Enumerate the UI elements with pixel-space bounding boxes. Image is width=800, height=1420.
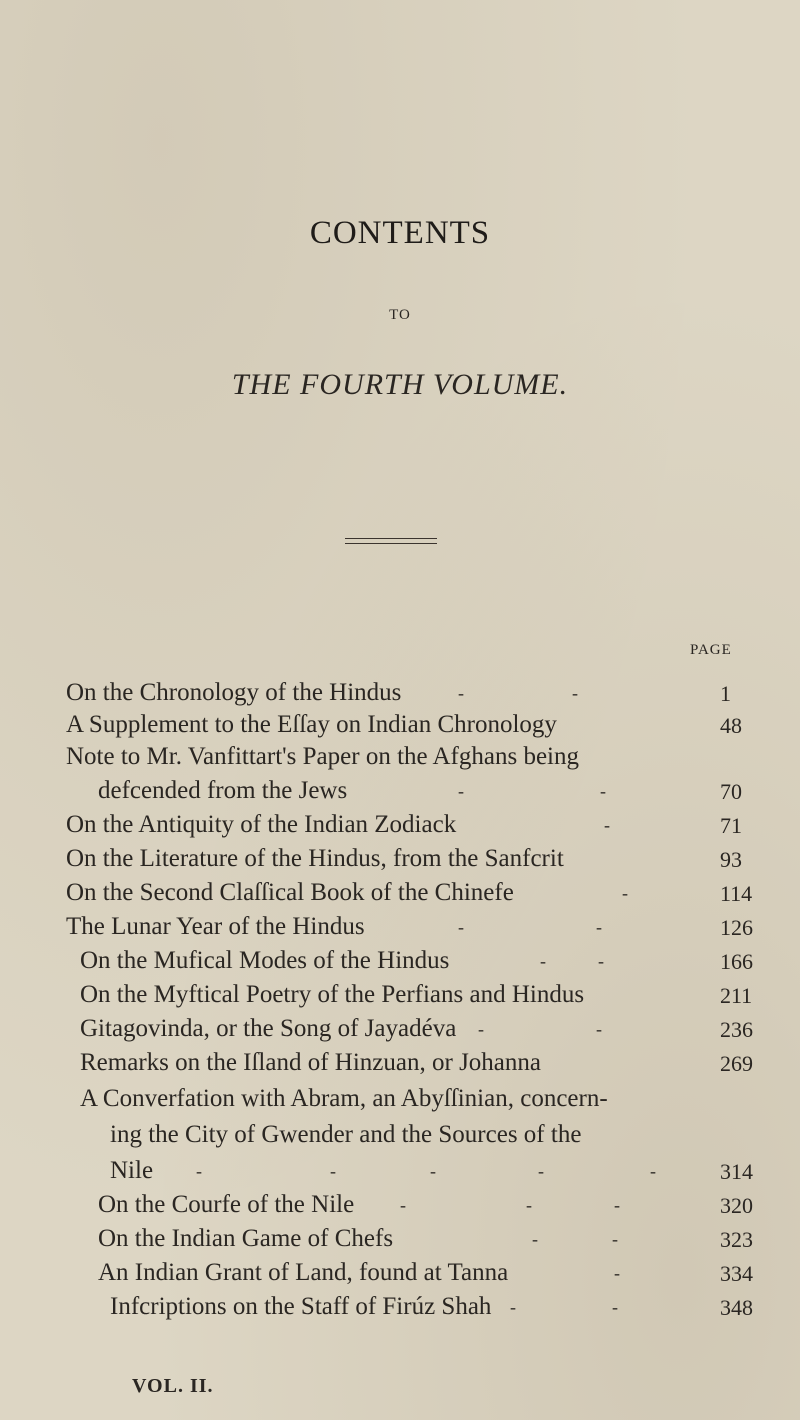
toc-entry-page: 269: [720, 1051, 753, 1076]
volume-subtitle: THE FOURTH VOLUME.: [231, 368, 569, 401]
leader-dash: -: [614, 1195, 620, 1215]
page-column-heading: PAGE: [690, 642, 732, 658]
leader-dash: -: [600, 781, 606, 801]
leader-dash: -: [614, 1263, 620, 1283]
toc-entry-title: On the Courfe of the Nile: [98, 1191, 355, 1218]
toc-entry-page: 314: [720, 1159, 753, 1184]
signature-mark: VOL. II.: [132, 1375, 214, 1397]
toc-entry-title: A Converfation with Abram, an Abyſſinian, concern-: [80, 1085, 608, 1112]
leader-dash: -: [596, 1019, 602, 1039]
toc-entry-title: On the Myftical Poetry of the Perfians and Hindus: [80, 981, 585, 1008]
toc-entry-title: The Lunar Year of the Hindus: [66, 913, 365, 940]
toc-entry-page: 70: [720, 779, 742, 804]
toc-entry-page: 93: [720, 847, 742, 872]
toc-entry-page: 71: [720, 813, 742, 838]
leader-dash: -: [612, 1297, 618, 1317]
toc-entry-title: A Supplement to the Eſſay on Indian Chronology: [66, 711, 557, 738]
leader-dash: -: [538, 1161, 544, 1181]
leader-dash: -: [532, 1229, 538, 1249]
toc-entry-page: 334: [720, 1261, 753, 1286]
leader-dash: -: [330, 1161, 336, 1181]
toc-entry-page: 48: [720, 713, 742, 738]
toc-entry-title: On the Literature of the Hindus, from the Sanfcrit: [66, 845, 564, 872]
leader-dash: -: [598, 951, 604, 971]
toc-entry-page: 166: [720, 949, 753, 974]
leader-dash: -: [196, 1161, 202, 1181]
toc-entry-page: 211: [720, 983, 753, 1008]
leader-dash: -: [612, 1229, 618, 1249]
toc-entry-page: 320: [720, 1193, 753, 1218]
toc-entry-title: Nile: [110, 1157, 154, 1184]
leader-dash: -: [526, 1195, 532, 1215]
toc-entry-page: 126: [720, 915, 753, 940]
toc-entry-title: ing the City of Gwender and the Sources of the: [110, 1121, 582, 1148]
leader-dash: -: [540, 951, 546, 971]
toc-entry-title: On the Second Claſſical Book of the Chinefe: [66, 879, 514, 906]
leader-dash: -: [458, 781, 464, 801]
toc-entry-title: Remarks on the Iſland of Hinzuan, or Johanna: [80, 1049, 541, 1076]
title-connector: TO: [389, 307, 411, 323]
page-title: CONTENTS: [309, 215, 491, 251]
leader-dash: -: [430, 1161, 436, 1181]
leader-dash: -: [478, 1019, 484, 1039]
leader-dash: -: [604, 815, 610, 835]
toc-entry-page: 1: [720, 681, 731, 706]
toc-entry-title: On the Chronology of the Hindus: [66, 679, 402, 706]
toc-entry-title: Infcriptions on the Staff of Firúz Shah: [110, 1293, 492, 1320]
toc-entry-page: 236: [720, 1017, 753, 1042]
toc-entry-title: On the Mufical Modes of the Hindus: [80, 947, 450, 974]
toc-entry-title: Gitagovinda, or the Song of Jayadéva: [80, 1015, 457, 1042]
leader-dash: -: [510, 1297, 516, 1317]
toc-entry-page: 323: [720, 1227, 753, 1252]
double-rule-divider: [345, 538, 437, 544]
toc-entry-page: 114: [720, 881, 753, 906]
leader-dash: -: [650, 1161, 656, 1181]
toc-entry-title: An Indian Grant of Land, found at Tanna: [98, 1259, 509, 1286]
leader-dash: -: [458, 683, 464, 703]
leader-dash: -: [458, 917, 464, 937]
leader-dash: -: [622, 883, 628, 903]
toc-entry-title: On the Indian Game of Chefs: [98, 1225, 394, 1252]
leader-dash: -: [400, 1195, 406, 1215]
toc-entry-page: 348: [720, 1295, 753, 1320]
leader-dash: -: [572, 683, 578, 703]
toc-entry-title: defcended from the Jews: [98, 777, 348, 804]
toc-entry-title: On the Antiquity of the Indian Zodiack: [66, 811, 457, 838]
toc-entry-title: Note to Mr. Vanfittart's Paper on the Afghans being: [66, 743, 579, 770]
leader-dash: -: [596, 917, 602, 937]
